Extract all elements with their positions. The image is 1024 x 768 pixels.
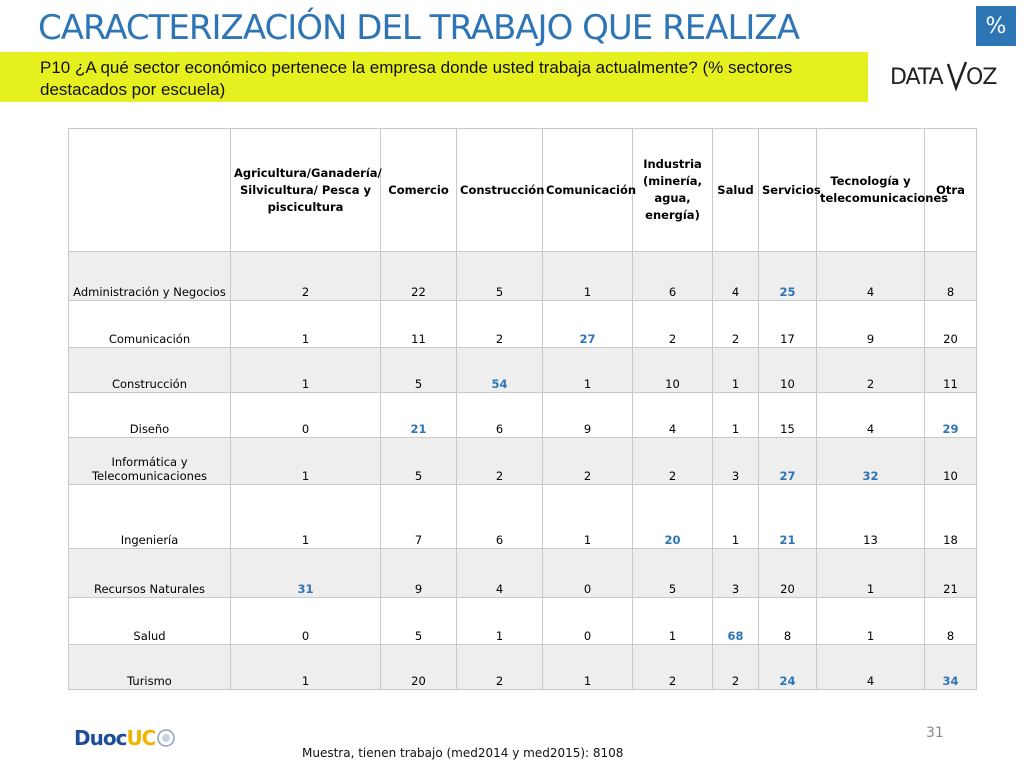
row-label: Ingeniería [69, 485, 231, 549]
table-cell: 4 [817, 252, 925, 301]
table-cell: 1 [633, 598, 713, 645]
table-cell: 1 [543, 645, 633, 690]
table-cell: 68 [713, 598, 759, 645]
table-cell: 5 [633, 549, 713, 598]
table-cell: 21 [759, 485, 817, 549]
table-cell: 4 [817, 393, 925, 438]
table-cell: 2 [633, 301, 713, 348]
table-header-row [69, 129, 977, 252]
table-row [69, 549, 977, 598]
table-cell: 18 [925, 485, 977, 549]
table-cell: 5 [381, 598, 457, 645]
table-cell: 1 [543, 252, 633, 301]
table-row [69, 645, 977, 690]
table-cell: 15 [759, 393, 817, 438]
table-cell: 20 [925, 301, 977, 348]
sample-footnote: Muestra, tienen trabajo (med2014 y med2015): 8108 [302, 746, 624, 760]
column-header: Comunicación [543, 129, 633, 252]
table-cell: 1 [543, 485, 633, 549]
table-cell: 3 [713, 549, 759, 598]
table-cell: 29 [925, 393, 977, 438]
question-text: P10 ¿A qué sector económico pertenece la empresa donde usted trabaja actualmente? (% sectores destacados por escuela) [40, 58, 793, 99]
column-header: Comercio [381, 129, 457, 252]
table-cell: 8 [759, 598, 817, 645]
table-cell: 2 [457, 301, 543, 348]
row-label: Comunicación [69, 301, 231, 348]
table-cell: 27 [759, 438, 817, 485]
row-label: Turismo [69, 645, 231, 690]
row-label: Salud [69, 598, 231, 645]
table-cell: 10 [759, 348, 817, 393]
seal-icon [157, 729, 175, 747]
table-cell: 27 [543, 301, 633, 348]
percent-badge: % [976, 6, 1016, 46]
table-cell: 13 [817, 485, 925, 549]
table-cell: 2 [633, 438, 713, 485]
table-cell: 7 [381, 485, 457, 549]
table-cell: 2 [543, 438, 633, 485]
datavoz-logo-mark [890, 58, 1010, 94]
table-cell: 22 [381, 252, 457, 301]
svg-text:DATA: DATA [890, 65, 943, 90]
table-cell: 11 [925, 348, 977, 393]
table-cell: 2 [713, 301, 759, 348]
table-cell: 21 [925, 549, 977, 598]
table-cell: 21 [381, 393, 457, 438]
svg-text:OZ: OZ [966, 65, 997, 90]
table-cell: 4 [633, 393, 713, 438]
table-cell: 1 [231, 348, 381, 393]
table-cell: 17 [759, 301, 817, 348]
row-label: Diseño [69, 393, 231, 438]
table-cell: 2 [231, 252, 381, 301]
column-header: Agricultura/Ganadería/ Silvicultura/ Pesca y piscicultura [231, 129, 381, 252]
table-cell: 1 [231, 485, 381, 549]
table-cell: 0 [543, 598, 633, 645]
table-cell: 1 [713, 348, 759, 393]
table-cell: 10 [925, 438, 977, 485]
question-bar [0, 52, 1024, 102]
duoc-logo [74, 722, 186, 754]
table-cell: 1 [231, 645, 381, 690]
column-header: Construcción [457, 129, 543, 252]
table-cell: 4 [457, 549, 543, 598]
table-cell: 20 [633, 485, 713, 549]
table-row [69, 301, 977, 348]
table-cell: 0 [231, 393, 381, 438]
header-corner-cell [69, 129, 231, 252]
table-cell: 20 [759, 549, 817, 598]
table-row [69, 348, 977, 393]
results-table [68, 128, 977, 690]
table-cell: 1 [231, 301, 381, 348]
table-cell: 8 [925, 598, 977, 645]
column-header: Industria (minería, agua, energía) [633, 129, 713, 252]
row-label: Administración y Negocios [69, 252, 231, 301]
table-cell: 5 [457, 252, 543, 301]
table-cell: 1 [231, 438, 381, 485]
table-cell: 24 [759, 645, 817, 690]
table-cell: 5 [381, 438, 457, 485]
table-row [69, 393, 977, 438]
table-cell: 0 [231, 598, 381, 645]
table-cell: 34 [925, 645, 977, 690]
table-cell: 1 [817, 549, 925, 598]
table-cell: 0 [543, 549, 633, 598]
table-cell: 31 [231, 549, 381, 598]
table-cell: 9 [381, 549, 457, 598]
table-cell: 11 [381, 301, 457, 348]
table-cell: 1 [713, 393, 759, 438]
table-row [69, 438, 977, 485]
table-cell: 1 [543, 348, 633, 393]
table-cell: 8 [925, 252, 977, 301]
column-header: Otra [925, 129, 977, 252]
table-cell: 4 [713, 252, 759, 301]
table-cell: 6 [457, 485, 543, 549]
column-header: Tecnología y telecomunicaciones [817, 129, 925, 252]
table-cell: 2 [633, 645, 713, 690]
table-cell: 1 [713, 485, 759, 549]
table-cell: 2 [457, 438, 543, 485]
table-cell: 2 [457, 645, 543, 690]
table-cell: 5 [381, 348, 457, 393]
table-cell: 2 [713, 645, 759, 690]
row-label: Informática y Telecomunicaciones [69, 438, 231, 485]
table-cell: 2 [817, 348, 925, 393]
column-header: Salud [713, 129, 759, 252]
duoc-logo-text: Duoc [74, 726, 127, 750]
table-cell: 32 [817, 438, 925, 485]
table-row [69, 598, 977, 645]
page-title: CARACTERIZACIÓN DEL TRABAJO QUE REALIZA [38, 8, 799, 48]
table-cell: 6 [457, 393, 543, 438]
page-number: 31 [926, 725, 944, 741]
table-row [69, 252, 977, 301]
table-row [69, 485, 977, 549]
table-cell: 9 [817, 301, 925, 348]
row-label: Construcción [69, 348, 231, 393]
table-cell: 10 [633, 348, 713, 393]
table-cell: 25 [759, 252, 817, 301]
table-cell: 3 [713, 438, 759, 485]
table-cell: 20 [381, 645, 457, 690]
table-cell: 54 [457, 348, 543, 393]
table-cell: 6 [633, 252, 713, 301]
table-cell: 9 [543, 393, 633, 438]
column-header: Servicios [759, 129, 817, 252]
table-cell: 4 [817, 645, 925, 690]
datavoz-logo [868, 52, 1024, 102]
row-label: Recursos Naturales [69, 549, 231, 598]
table-cell: 1 [817, 598, 925, 645]
table-cell: 1 [457, 598, 543, 645]
duoc-logo-uc: UC [126, 726, 156, 750]
